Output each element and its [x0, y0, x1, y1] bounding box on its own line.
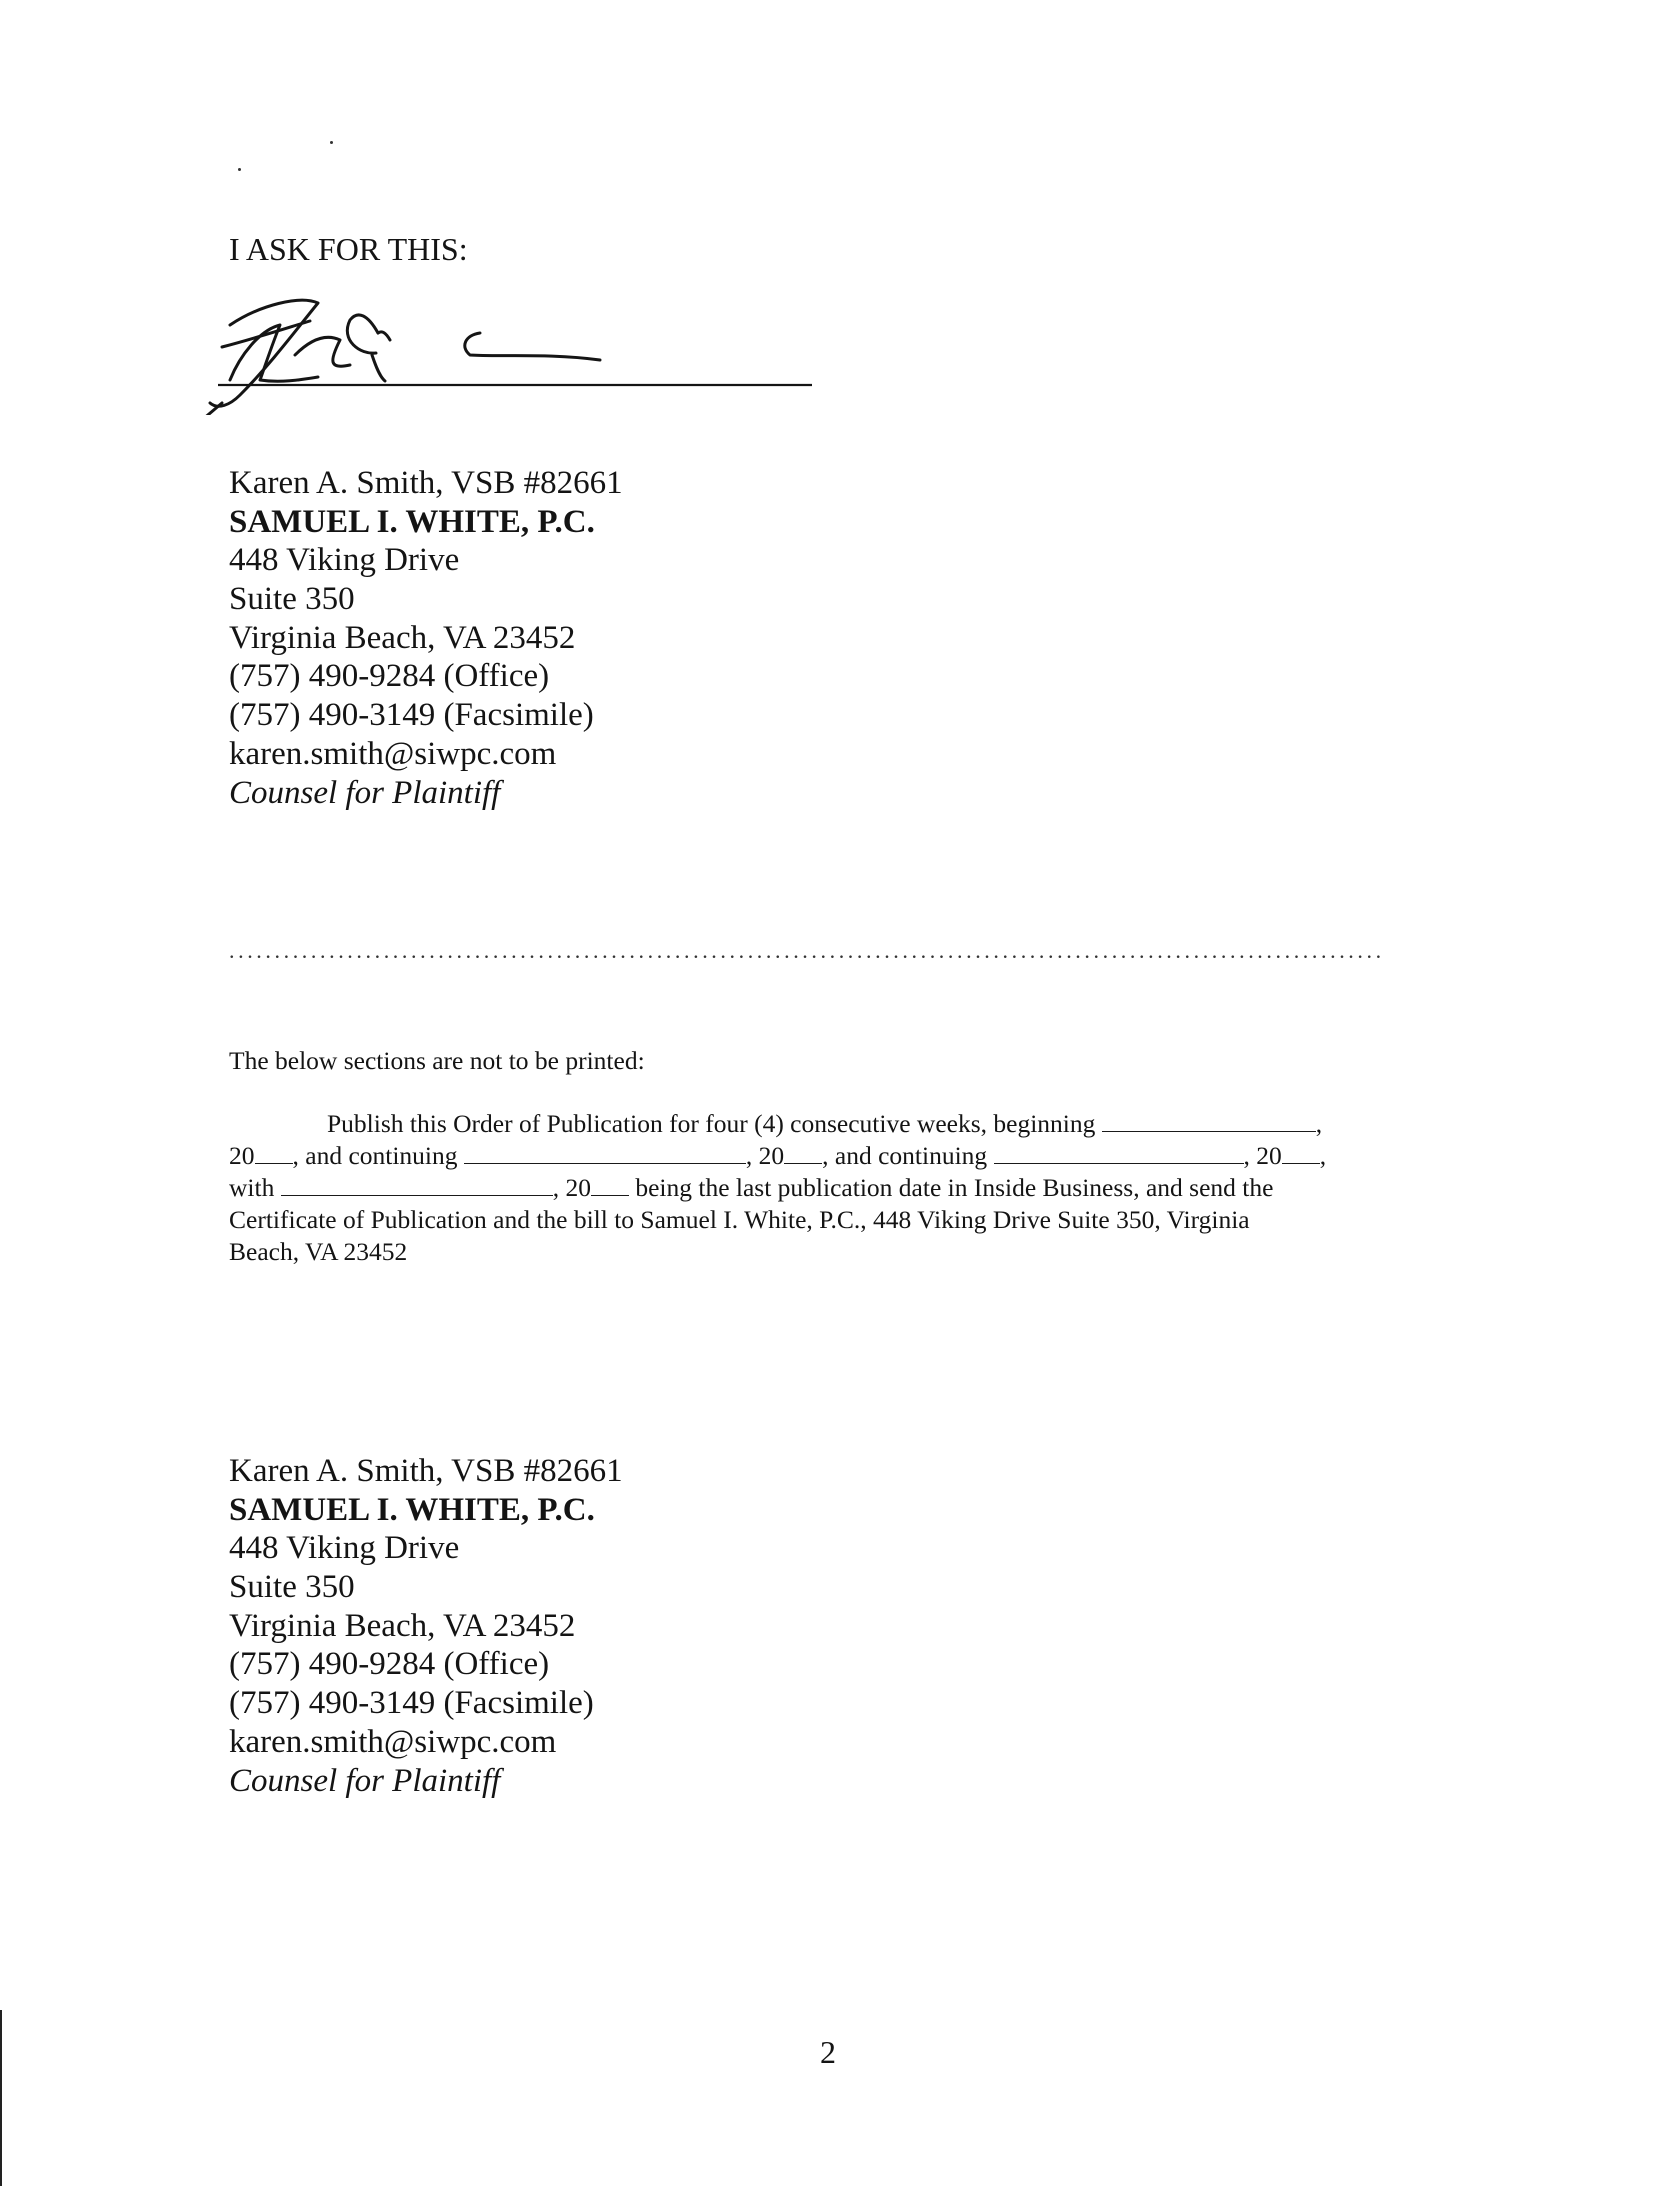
scan-speck: [238, 168, 241, 171]
blank-date-3[interactable]: [994, 1141, 1244, 1164]
not-printed-note: The below sections are not to be printed:: [229, 1046, 645, 1075]
year-mid: , 20: [745, 1141, 785, 1170]
publication-instructions: [229, 1108, 1459, 1268]
blank-year-2[interactable]: [784, 1141, 822, 1164]
page-number: 2: [820, 2034, 836, 2070]
counsel-role: Counsel for Plaintiff: [229, 774, 501, 811]
street-address: 448 Viking Drive: [229, 542, 460, 579]
handwritten-signature: [200, 285, 840, 415]
year-prefix: 20: [229, 1141, 255, 1170]
blank-date-2[interactable]: [464, 1141, 746, 1164]
firm-name: SAMUEL I. WHITE, P.C.: [229, 1491, 595, 1528]
city-state-zip: Virginia Beach, VA 23452: [229, 619, 576, 656]
office-phone: (757) 490-9284 (Office): [229, 1646, 550, 1683]
blank-year-1[interactable]: [255, 1141, 293, 1164]
blank-year-4[interactable]: [591, 1173, 629, 1196]
with-word: with: [229, 1173, 275, 1202]
counsel-role: Counsel for Plaintiff: [229, 1762, 501, 1799]
suite: Suite 350: [229, 1569, 355, 1606]
request-label: I ASK FOR THIS:: [229, 231, 468, 267]
instruction-line-5: Beach, VA 23452: [229, 1237, 408, 1266]
attorney-name: Karen A. Smith, VSB #82661: [229, 465, 623, 501]
fax-number: (757) 490-3149 (Facsimile): [229, 1685, 594, 1722]
and-continuing: , and continuing: [822, 1141, 988, 1170]
blank-year-3[interactable]: [1282, 1141, 1320, 1164]
blank-begin-date[interactable]: [1102, 1109, 1316, 1132]
instruction-line-1: [229, 1108, 1322, 1140]
instruction-line-3: [229, 1172, 1273, 1204]
email-address: karen.smith@siwpc.com: [229, 735, 557, 772]
fax-number: (757) 490-3149 (Facsimile): [229, 697, 594, 734]
scan-edge-line: [0, 2010, 2, 2186]
instruction-line-2: [229, 1140, 1326, 1172]
scan-speck: [330, 141, 333, 144]
suite: Suite 350: [229, 581, 355, 618]
and-continuing: , and continuing: [292, 1141, 458, 1170]
signature-block-repeat: [229, 1452, 623, 1800]
street-address: 448 Viking Drive: [229, 1530, 460, 1567]
comma: ,: [1319, 1141, 1327, 1170]
comma: ,: [1315, 1109, 1323, 1138]
dotted-divider: ...............................................................................................................................: [229, 938, 1385, 963]
attorney-name: Karen A. Smith, VSB #82661: [229, 1453, 623, 1489]
being-last-text: being the last publication date in Inside Business, and send the: [635, 1173, 1274, 1202]
firm-name: SAMUEL I. WHITE, P.C.: [229, 503, 595, 540]
instruction-line-4: Certificate of Publication and the bill to Samuel I. White, P.C., 448 Viking Drive Suite 350, Virginia: [229, 1205, 1250, 1234]
year-mid: , 20: [1243, 1141, 1282, 1170]
office-phone: (757) 490-9284 (Office): [229, 658, 550, 695]
city-state-zip: Virginia Beach, VA 23452: [229, 1607, 576, 1644]
email-address: karen.smith@siwpc.com: [229, 1723, 557, 1760]
blank-last-date[interactable]: [281, 1173, 553, 1196]
signature-block: [229, 464, 623, 812]
year-mid: , 20: [552, 1173, 591, 1202]
instruction-text: Publish this Order of Publication for four (4) consecutive weeks, beginning: [327, 1109, 1096, 1138]
